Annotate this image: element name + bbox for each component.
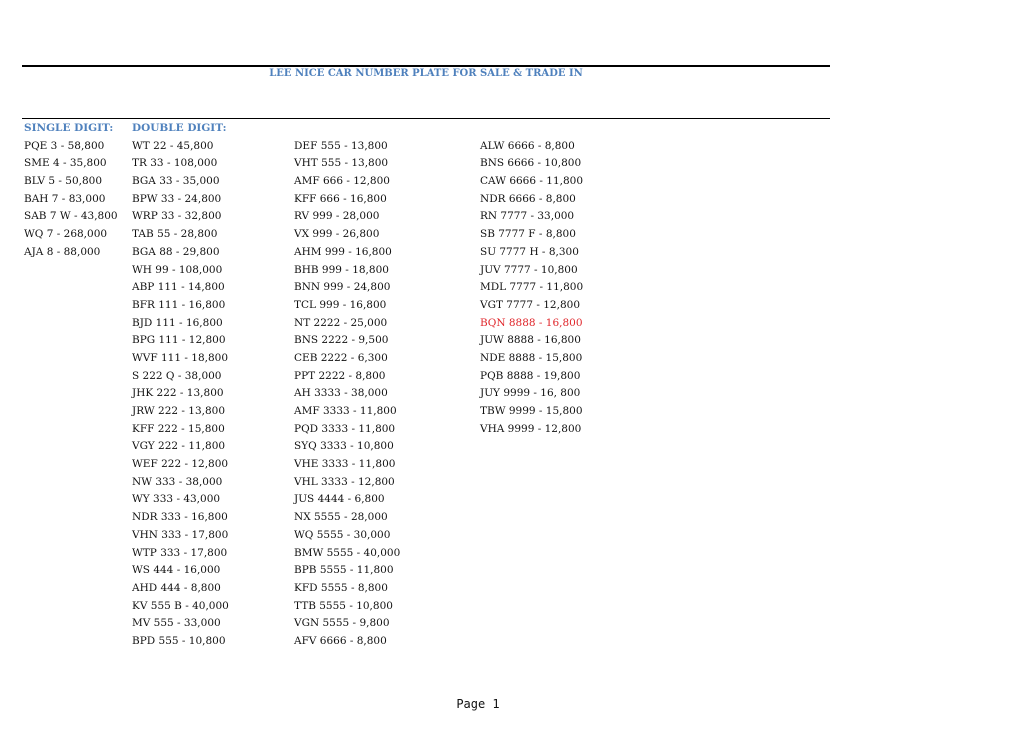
plate-entry: NDR 6666 - 8,800 [480,192,576,205]
plate-entry: SME 4 - 35,800 [24,157,107,170]
plate-entry: KFF 222 - 15,800 [132,422,225,435]
plate-entry: KV 555 B - 40,000 [132,599,229,612]
plate-entry: JUS 4444 - 6,800 [294,493,385,506]
plate-entry: PQE 3 - 58,800 [24,139,105,152]
plate-entry: JUV 7777 - 10,800 [480,263,578,276]
plate-entry: PPT 2222 - 8,800 [294,369,386,382]
plate-entry: BGA 33 - 35,000 [132,175,220,188]
plate-entry: KFD 5555 - 8,800 [294,581,388,594]
plate-entry: BAH 7 - 83,000 [24,192,106,205]
single-digit-header: SINGLE DIGIT: [24,122,114,134]
plate-entry: PQB 8888 - 19,800 [480,369,581,382]
plate-entry: TCL 999 - 16,800 [294,298,387,311]
plate-entry: BPD 555 - 10,800 [132,634,226,647]
plate-entry: KFF 666 - 16,800 [294,192,387,205]
plate-entry: VHT 555 - 13,800 [294,157,389,170]
plate-entry: BNS 6666 - 10,800 [480,157,582,170]
plate-entry: BPG 111 - 12,800 [132,334,226,347]
column-three [294,120,400,651]
plate-entry: MDL 7777 - 11,800 [480,281,584,294]
header-bottom-rule [22,118,830,119]
plate-entry: AMF 666 - 12,800 [294,175,390,188]
plate-entry: NDR 333 - 16,800 [132,511,228,524]
plate-entry: BLV 5 - 50,800 [24,175,103,188]
plate-entry: VGT 7777 - 12,800 [480,298,580,311]
plate-entry: TTB 5555 - 10,800 [294,599,393,612]
plate-entry: AFV 6666 - 8,800 [294,634,387,647]
plate-entry: VGN 5555 - 9,800 [294,617,390,630]
plate-entry: NDE 8888 - 15,800 [480,351,583,364]
plate-entry: BQN 8888 - 16,800 [480,316,583,329]
plate-entry: SB 7777 F - 8,800 [480,228,576,241]
plate-entry: MV 555 - 33,000 [132,617,221,630]
document-title: LEE NICE CAR NUMBER PLATE FOR SALE & TRADE IN [269,68,583,79]
plate-entry: SYQ 3333 - 10,800 [294,440,394,453]
plate-entry: WEF 222 - 12,800 [132,458,229,471]
plate-entry: NW 333 - 38,000 [132,475,223,488]
plate-entry: VHA 9999 - 12,800 [480,422,582,435]
double-digit-header: DOUBLE DIGIT: [132,122,227,134]
plate-entry: WVF 111 - 18,800 [132,351,229,364]
plate-entry: BNN 999 - 24,800 [294,281,391,294]
plate-entry: SAB 7 W - 43,800 [24,210,118,223]
plate-entry: AJA 8 - 88,000 [24,245,101,258]
plate-entry: WQ 5555 - 30,000 [294,528,391,541]
plate-entry: VHN 333 - 17,800 [132,528,229,541]
double-digit-column [132,120,229,651]
plate-entry: BJD 111 - 16,800 [132,316,223,329]
plate-entry: ALW 6666 - 8,800 [480,139,575,152]
plate-entry: WY 333 - 43,000 [132,493,221,506]
plate-entry: CEB 2222 - 6,300 [294,351,388,364]
plate-entry: VHE 3333 - 11,800 [294,458,396,471]
plate-entry: JUW 8888 - 16,800 [480,334,581,347]
plate-entry: BMW 5555 - 40,000 [294,546,401,559]
plate-entry: BPB 5555 - 11,800 [294,564,394,577]
plate-entry: BNS 2222 - 9,500 [294,334,389,347]
plate-entry: TAB 55 - 28,800 [132,228,218,241]
plate-entry: WT 22 - 45,800 [132,139,214,152]
column-three-list [294,138,400,651]
plate-entry: PQD 3333 - 11,800 [294,422,396,435]
plate-entry: S 222 Q - 38,000 [132,369,222,382]
plate-entry: NX 5555 - 28,000 [294,511,388,524]
double-digit-list [132,138,229,651]
plate-entry: WQ 7 - 268,000 [24,228,108,241]
plate-entry: BPW 33 - 24,800 [132,192,222,205]
header-top-rule [22,65,830,67]
plate-entry: WH 99 - 108,000 [132,263,223,276]
plate-entry: AH 3333 - 38,000 [294,387,388,400]
plate-entry: JHK 222 - 13,800 [132,387,224,400]
column-four-list [480,138,583,439]
plate-entry: AMF 3333 - 11,800 [294,405,397,417]
plate-entry: JRW 222 - 13,800 [132,405,226,417]
plate-entry: TR 33 - 108,000 [132,157,218,170]
plate-entry: RN 7777 - 33,000 [480,210,575,223]
plate-entry: RV 999 - 28,000 [294,210,380,223]
plate-entry: TBW 9999 - 15,800 [480,405,583,417]
plate-entry: JUY 9999 - 16, 800 [480,387,581,400]
plate-entry: ABP 111 - 14,800 [132,281,225,294]
plate-entry: VGY 222 - 11,800 [132,440,226,453]
plate-entry: WRP 33 - 32,800 [132,210,222,223]
column-four [480,120,583,438]
plate-entry: WS 444 - 16,000 [132,564,221,577]
plate-entry: VHL 3333 - 12,800 [294,475,395,488]
plate-entry: BGA 88 - 29,800 [132,245,220,258]
plate-entry: BHB 999 - 18,800 [294,263,389,276]
plate-entry: SU 7777 H - 8,300 [480,245,579,258]
page-footer: Page 1 [456,697,500,711]
plate-entry: CAW 6666 - 11,800 [480,175,584,188]
plate-entry: VX 999 - 26,800 [294,228,380,241]
single-digit-list [24,138,118,262]
plate-entry: AHM 999 - 16,800 [294,245,392,258]
plate-entry: WTP 333 - 17,800 [132,546,228,559]
plate-entry: NT 2222 - 25,000 [294,316,388,329]
single-digit-column [24,120,118,262]
plate-entry: AHD 444 - 8,800 [132,581,221,594]
plate-entry: DEF 555 - 13,800 [294,139,388,152]
plate-entry: BFR 111 - 16,800 [132,298,226,311]
